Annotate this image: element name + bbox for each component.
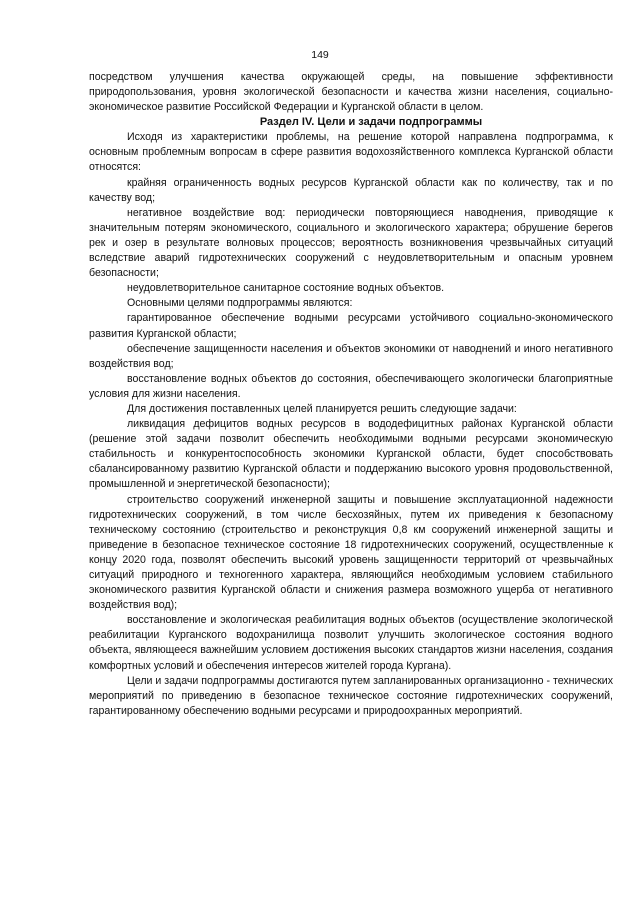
paragraph: негативное воздействие вод: периодически повторяющиеся наводнения, приводящие к значительным потерям экономического, социального и экологического характера; обрушение берегов рек и озер в результате волновых процессов; вероятность возникновения чрезвычайных ситуаций вследствие аварий гидротехнических сооружений с неудовлетворительным и опасным уровнем безопасности; xyxy=(89,206,613,280)
paragraph: ликвидация дефицитов водных ресурсов в вододефицитных районах Курганской области (решение этой задачи позволит обеспечить необходимыми водными ресурсами экономическую стабильность и конкурентоспособность экономики Курганской области, будет способствовать сбалансированному развитию Курганской области и поддержанию высокого уровня продовольственной, промышленной и энергетической безопасности); xyxy=(89,418,613,491)
paragraph: Для достижения поставленных целей планируется решить следующие задачи: xyxy=(127,402,517,415)
paragraph: Основными целями подпрограммы являются: xyxy=(127,297,353,310)
paragraph: Цели и задачи подпрограммы достигаются путем запланированных организационно - технических мероприятий по приведению в безопасное техническое состояние гидротехнических сооружений, гарантированному обеспечению водными ресурсами и природоохранных мероприятий. xyxy=(89,674,613,717)
paragraph: гарантированное обеспечение водными ресурсами устойчивого социально-экономического развития Курганской области; xyxy=(89,312,613,340)
paragraph: восстановление водных объектов до состояния, обеспечивающего экологически благоприятные условия для жизни населения. xyxy=(89,372,613,400)
paragraph: Исходя из характеристики проблемы, на решение которой направлена подпрограмма, к основным проблемным вопросам в сфере развития водохозяйственного комплекса Курганской области относятся: xyxy=(89,131,613,174)
intro-paragraph: посредством улучшения качества окружающей среды, на повышение эффективности природопользования, уровня экологической безопасности и качества жизни населения, социально-экономическое развитие Российской Федерации и Курганской области в целом. xyxy=(89,71,613,114)
paragraph: неудовлетворительное санитарное состояние водных объектов. xyxy=(127,282,445,295)
page-number: 149 xyxy=(311,49,329,61)
document-body xyxy=(89,70,613,719)
paragraph: крайняя ограниченность водных ресурсов Курганской области как по количеству, так и по качеству вод; xyxy=(89,176,613,204)
section-title: Раздел IV. Цели и задачи подпрограммы xyxy=(259,116,483,129)
paragraph: обеспечение защищенности населения и объектов экономики от наводнений и иного негативного воздействия вод; xyxy=(89,342,613,370)
paragraph: строительство сооружений инженерной защиты и повышение эксплуатационной надежности гидротехнических сооружений, в том числе бесхозяйных, путем их приведения к безопасному техническому состоянию (строительство и реконструкция 0,8 км сооружений инженерной защиты и приведение в безопасное техническое состояние 18 гидротехнических сооружений, осуществленные к концу 2020 года, позволят обеспечить высокий уровень защищенности территорий от чрезвычайных ситуаций природного и техногенного характера, являющийся необходимым условием стабильного экономического развития Курганской области и снижения размера возможного ущерба от негативного воздействия вод); xyxy=(89,493,613,612)
paragraph: восстановление и экологическая реабилитация водных объектов (осуществление экологической реабилитации Курганского водохранилища позволит улучшить экологическое состояния водного объекта, являющееся важнейшим условием достижения высоких стандартов жизни населения, создания комфортных условий и обеспечения интересов жителей города Кургана). xyxy=(89,614,613,672)
